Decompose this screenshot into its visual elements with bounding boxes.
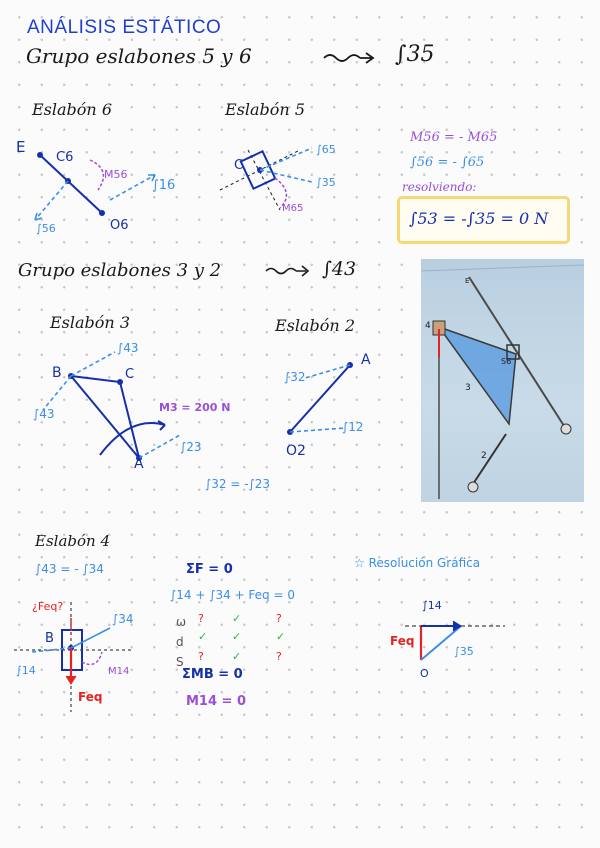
squiggle-arrow-icon-2 — [262, 262, 318, 280]
force-f12 — [290, 428, 345, 432]
label-o2: O2 — [286, 443, 306, 459]
svg-text:✓: ✓ — [232, 612, 242, 625]
page-title: ANÁLISIS ESTÁTICO — [27, 17, 222, 38]
eq-check-grid — [192, 608, 302, 668]
force-f56 — [35, 181, 68, 220]
label-b4: B — [45, 631, 54, 646]
link6-label: Eslabón 6 — [32, 100, 112, 119]
link5-label: Eslabón 5 — [225, 100, 305, 119]
svg-text:✓: ✓ — [198, 630, 208, 643]
link4-relation: ∫43 = - ∫34 — [35, 562, 104, 576]
label-f12: ∫12 — [342, 420, 364, 434]
point-o6 — [99, 210, 105, 216]
label-f65: ∫65 — [316, 143, 336, 156]
eq-row-omega: ω — [176, 615, 187, 629]
squiggle-arrow-icon — [320, 48, 380, 68]
svg-text:✓: ✓ — [232, 630, 242, 643]
graphic-title: Resolución Gráfica — [368, 556, 481, 570]
photo-label-3: 3 — [465, 383, 471, 393]
eq-row-s: S — [176, 655, 184, 669]
svg-text:?: ? — [276, 612, 282, 625]
label-f14: ∫14 — [16, 664, 36, 677]
svg-text:✓: ✓ — [232, 650, 242, 663]
mechanism-photo — [421, 259, 584, 502]
svg-text:✓: ✓ — [276, 630, 286, 643]
label-f16: ∫16 — [152, 178, 176, 193]
label-m56: M56 — [104, 168, 128, 181]
label-c5: C — [234, 158, 244, 173]
label-f43a: ∫43 — [117, 341, 139, 355]
label-c6: C6 — [56, 150, 74, 165]
label-b3: B — [52, 365, 62, 381]
photo-label-2: 2 — [481, 451, 487, 461]
eq-vector: ∫14 + ∫34 + Feq = 0 — [170, 588, 295, 602]
label-f34: ∫34 — [112, 612, 134, 626]
result-text: ∫53 = -∫35 = 0 N — [409, 209, 549, 228]
force-f35 — [260, 170, 312, 182]
label-a2: A — [361, 352, 371, 368]
eq-sumf: ΣF = 0 — [186, 562, 233, 577]
force-polygon — [395, 590, 525, 680]
relation-line1: M56 = - M65 — [410, 130, 498, 145]
photo-label-4: 4 — [425, 321, 431, 331]
force-f43b — [43, 376, 71, 410]
label-e: E — [16, 138, 26, 156]
graphic-f14: ∫14 — [422, 599, 442, 612]
label-feq: Feq — [78, 690, 103, 704]
triangle-link3 — [71, 376, 139, 458]
group32-heading: Grupo eslabones 3 y 2 — [18, 260, 222, 281]
mechanism-sketch — [421, 259, 584, 502]
svg-text:?: ? — [276, 650, 282, 663]
label-o6: O6 — [110, 218, 129, 233]
graphic-title-wrap — [354, 556, 480, 570]
force-f23 — [139, 435, 180, 458]
svg-text:?: ? — [198, 612, 204, 625]
moment-m14 — [82, 652, 102, 664]
label-f56: ∫56 — [36, 222, 56, 235]
label-f43b: ∫43 — [33, 407, 55, 421]
link2-relation: ∫32 = -∫23 — [205, 477, 271, 491]
photo-label-s6: S6 — [501, 357, 512, 366]
label-m3: M3 = 200 N — [159, 401, 231, 414]
relation-line2: ∫56 = - ∫65 — [410, 155, 485, 170]
label-m65: M65 — [282, 203, 304, 214]
eq-m14: M14 = 0 — [186, 694, 247, 709]
group56-target: ∫35 — [395, 42, 435, 67]
photo-label-e: E — [465, 277, 470, 285]
relation-line3: resolviendo: — [402, 180, 477, 194]
link2-label: Eslabón 2 — [275, 316, 355, 335]
link4-label: Eslabón 4 — [35, 532, 110, 550]
group56-heading: Grupo eslabones 5 y 6 — [26, 44, 252, 68]
label-f35: ∫35 — [316, 176, 336, 189]
force-f43a — [71, 352, 115, 376]
label-cfeq: ¿Feq? — [32, 600, 64, 613]
moment-m56 — [90, 160, 103, 190]
label-a3: A — [134, 456, 144, 472]
graphic-f35: ∫35 — [454, 645, 474, 658]
star-icon: ☆ — [354, 556, 369, 570]
force-f65 — [260, 148, 312, 170]
label-f32: ∫32 — [284, 370, 306, 384]
eq-summ: ΣMB = 0 — [182, 667, 243, 682]
svg-text:?: ? — [198, 650, 204, 663]
link3-label: Eslabón 3 — [50, 313, 130, 332]
graphic-o: O — [420, 667, 429, 680]
point-e — [37, 152, 43, 158]
result-box — [397, 196, 570, 244]
label-c3: C — [125, 367, 135, 382]
eq-rows — [176, 612, 186, 672]
graphic-feq: Feq — [390, 634, 415, 648]
label-m14: M14 — [108, 666, 130, 677]
label-f23: ∫23 — [180, 440, 202, 454]
eq-row-d: d — [176, 635, 184, 649]
group32-target: ∫43 — [322, 258, 357, 280]
